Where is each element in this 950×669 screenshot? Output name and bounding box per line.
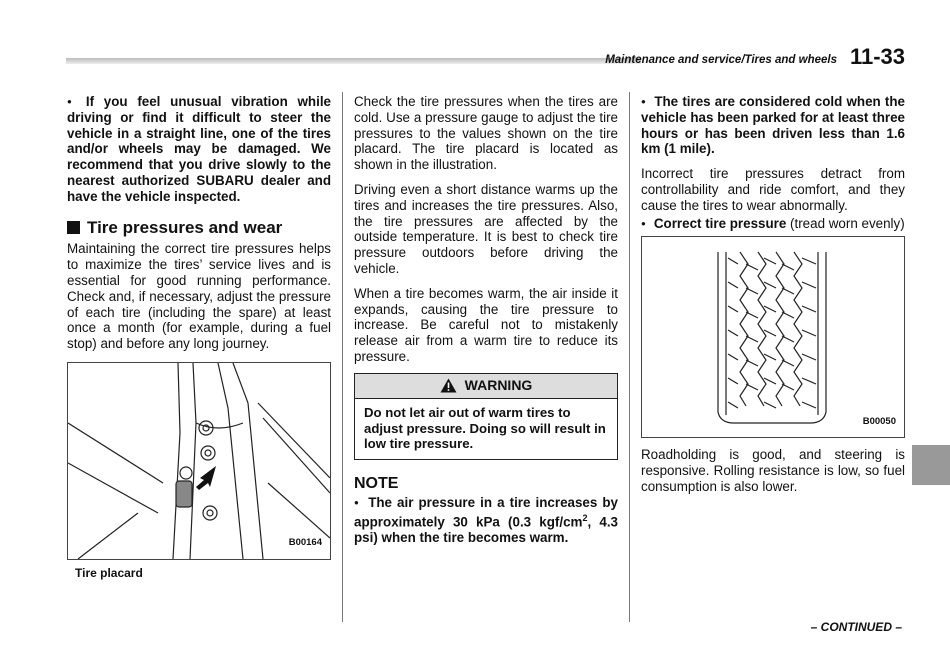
section-heading [67,217,331,237]
figure-caption: Tire placard [75,565,143,580]
continued-label: – CONTINUED – [810,620,902,634]
note-title: NOTE [354,475,399,493]
incorrect-pressure-paragraph: Incorrect tire pressures detract from controllability and ride comfort, and they cause the tires to wear abnormally. [641,166,905,213]
note-bullet [354,495,618,546]
note-superscript: 2 [582,512,588,523]
column-divider [342,92,343,622]
correct-pressure-bullet [641,216,905,232]
header-rule [66,58,641,64]
damage-warning-bullet: ● If you feel unusual vibration while driving or find it difficult to steer the vehicle in a straight line, one of the tires and/or wheels may be damaged. We recommend that you drive slowly to the nearest authorized SUBARU dealer and have the vehicle inspected. [67,94,331,205]
maintain-pressure-paragraph: Maintaining the correct tire pressures helps to maximize the tires’ service lives and is essential for good running performance. Check and, if necessary, adjust the pressure of each tire (including the spare) at least once a month (for example, during a fuel stop) and before any long journey. [67,241,331,352]
warning-body: Do not let air out of warm tires to adjust pressure. Doing so will result in low tire pressure. [354,399,618,460]
warming-paragraph: Driving even a short distance warms up the tires and increases the tire pressures. Also, the tire pressures are affected by the outside temperature. It is best to check tire pressure outdoors before driving the vehicle. [354,181,618,276]
column-divider [629,92,630,622]
note-text-b: , 4.3 psi) when the tire becomes warm. [354,514,618,545]
correct-pressure-rest: (tread worn evenly) [786,215,905,231]
chapter-tab [912,445,950,485]
section-square-icon [67,221,80,234]
cold-tire-bullet: ● The tires are considered cold when the vehicle has been parked for at least three hours or has been driven less than 1.6 km (1 mile). [641,94,905,157]
column-1 [67,94,331,582]
warning-header [354,373,618,399]
page-number: 11-33 [849,44,905,69]
correct-pressure-label: Correct tire pressure [653,215,787,231]
note-text-a: The air pressure in a tire increases by approximately 30 kPa (0.3 kgf/cm [354,494,618,530]
roadholding-paragraph: Roadholding is good, and steering is responsive. Rolling resistance is low, so fuel consumption is also lower. [641,447,905,494]
door-pillar-illustration [68,363,330,559]
column-2 [354,94,618,555]
tread-wear-figure [641,236,905,438]
warning-triangle-icon [440,378,457,393]
figure-code: B00050 [862,415,896,427]
tire-tread-illustration [642,237,904,437]
section-title: Tire pressures and wear [87,217,283,237]
column-3 [641,94,905,504]
cold-check-paragraph: Check the tire pressures when the tires are cold. Use a pressure gauge to adjust the tire pressures to the values shown on the tire placard. The tire placard is located as shown in the illustration. [354,94,618,173]
warning-title: WARNING [464,376,533,393]
expansion-paragraph: When a tire becomes warm, the air inside it expands, causing the tire pressure to increase. Be careful not to mistakenly release air from a warm tire to reduce its pressure. [354,285,618,364]
tire-placard-figure [67,362,331,560]
header-section-title: Maintenance and service/Tires and wheels [605,54,837,66]
figure-code: B00164 [288,537,322,549]
